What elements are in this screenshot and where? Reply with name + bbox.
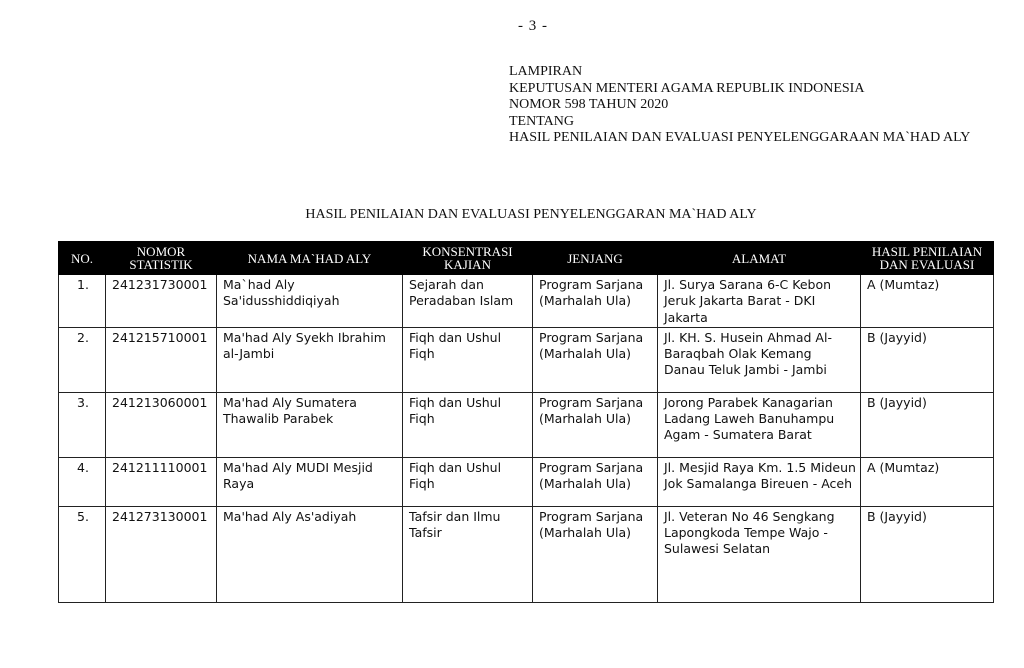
evaluation-table xyxy=(58,241,994,603)
table-row xyxy=(59,327,994,392)
cell-no: 2. xyxy=(59,327,106,392)
cell-nomor-statistik: 241231730001 xyxy=(106,275,217,328)
cell-alamat: Jorong Parabek Kanagarian Ladang Laweh Banuhampu Agam - Sumatera Barat xyxy=(658,392,861,457)
cell-jenjang: Program Sarjana (Marhalah Ula) xyxy=(533,392,658,457)
col-header-no: NO. xyxy=(59,242,106,275)
cell-nama: Ma'had Aly Syekh Ibrahim al-Jambi xyxy=(217,327,403,392)
cell-jenjang: Program Sarjana (Marhalah Ula) xyxy=(533,275,658,328)
cell-nama: Ma`had Aly Sa'idusshiddiqiyah xyxy=(217,275,403,328)
cell-konsentrasi: Fiqh dan Ushul Fiqh xyxy=(403,392,533,457)
header-line-keputusan: KEPUTUSAN MENTERI AGAMA REPUBLIK INDONESIA xyxy=(509,80,865,96)
cell-nama: Ma'had Aly MUDI Mesjid Raya xyxy=(217,457,403,506)
table-row xyxy=(59,506,994,602)
cell-alamat: Jl. Veteran No 46 Sengkang Lapongkoda Tempe Wajo - Sulawesi Selatan xyxy=(658,506,861,602)
cell-nomor-statistik: 241211110001 xyxy=(106,457,217,506)
header-line-lampiran: LAMPIRAN xyxy=(509,64,583,79)
col-header-konsentrasi: KONSENTRASI KAJIAN xyxy=(403,242,533,275)
cell-hasil: A (Mumtaz) xyxy=(861,275,994,328)
cell-nama: Ma'had Aly Sumatera Thawalib Parabek xyxy=(217,392,403,457)
header-line-tentang: TENTANG xyxy=(509,113,574,129)
cell-alamat: Jl. Mesjid Raya Km. 1.5 Mideun Jok Samalanga Bireuen - Aceh xyxy=(658,457,861,506)
page-number: - 3 - xyxy=(518,18,548,34)
cell-nomor-statistik: 241213060001 xyxy=(106,392,217,457)
cell-konsentrasi: Fiqh dan Ushul Fiqh xyxy=(403,327,533,392)
table-header-row xyxy=(59,242,994,275)
cell-alamat: Jl. KH. S. Husein Ahmad Al-Baraqbah Olak Kemang Danau Teluk Jambi - Jambi xyxy=(658,327,861,392)
cell-konsentrasi: Tafsir dan Ilmu Tafsir xyxy=(403,506,533,602)
table-row xyxy=(59,275,994,328)
header-line-nomor: NOMOR 598 TAHUN 2020 xyxy=(509,97,669,113)
cell-nomor-statistik: 241215710001 xyxy=(106,327,217,392)
col-header-jenjang: JENJANG xyxy=(533,242,658,275)
cell-konsentrasi: Fiqh dan Ushul Fiqh xyxy=(403,457,533,506)
table-title: HASIL PENILAIAN DAN EVALUASI PENYELENGGARAN MA`HAD ALY xyxy=(305,207,757,222)
table-row xyxy=(59,392,994,457)
cell-hasil: B (Jayyid) xyxy=(861,392,994,457)
cell-no: 3. xyxy=(59,392,106,457)
cell-no: 4. xyxy=(59,457,106,506)
cell-nama: Ma'had Aly As'adiyah xyxy=(217,506,403,602)
col-header-alamat: ALAMAT xyxy=(658,242,861,275)
cell-hasil: B (Jayyid) xyxy=(861,506,994,602)
cell-jenjang: Program Sarjana (Marhalah Ula) xyxy=(533,327,658,392)
cell-nomor-statistik: 241273130001 xyxy=(106,506,217,602)
cell-alamat: Jl. Surya Sarana 6-C Kebon Jeruk Jakarta Barat - DKI Jakarta xyxy=(658,275,861,328)
col-header-nomor-statistik: NOMOR STATISTIK xyxy=(106,242,217,275)
col-header-nama: NAMA MA`HAD ALY xyxy=(217,242,403,275)
cell-no: 5. xyxy=(59,506,106,602)
col-header-hasil: HASIL PENILAIAN DAN EVALUASI xyxy=(861,242,994,275)
cell-no: 1. xyxy=(59,275,106,328)
cell-hasil: B (Jayyid) xyxy=(861,327,994,392)
cell-jenjang: Program Sarjana (Marhalah Ula) xyxy=(533,457,658,506)
cell-konsentrasi: Sejarah dan Peradaban Islam xyxy=(403,275,533,328)
decree-header xyxy=(509,64,970,147)
header-line-subject: HASIL PENILAIAN DAN EVALUASI PENYELENGGARAAN MA`HAD ALY xyxy=(509,130,971,146)
cell-jenjang: Program Sarjana (Marhalah Ula) xyxy=(533,506,658,602)
cell-hasil: A (Mumtaz) xyxy=(861,457,994,506)
table-row xyxy=(59,457,994,506)
